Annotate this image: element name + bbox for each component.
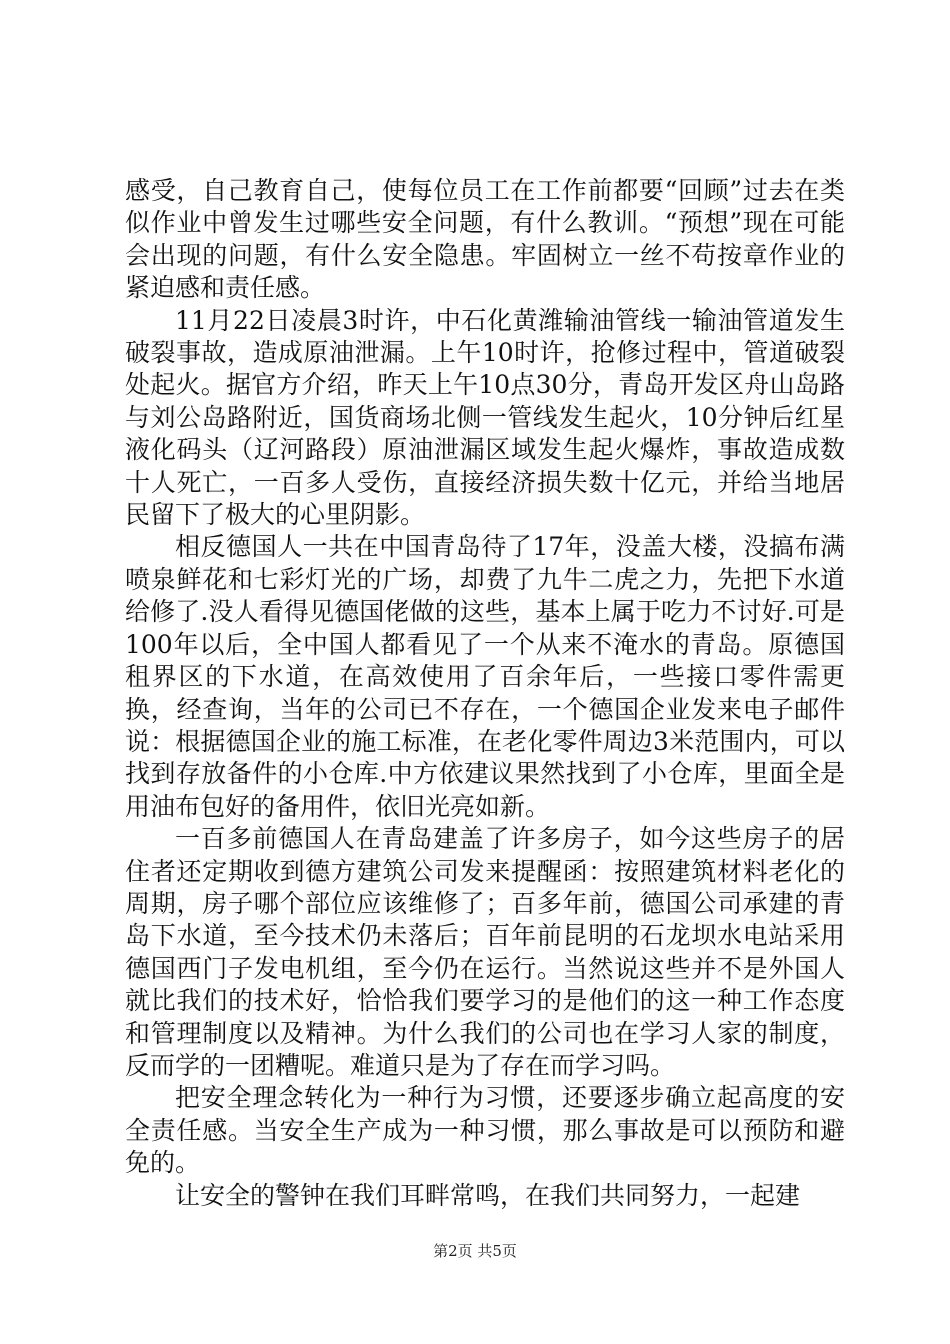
paragraph-3: 相反德国人一共在中国青岛待了17年，没盖大楼，没搞布满喷泉鲜花和七彩灯光的广场，却费了九牛二虎之力，先把下水道给修了.没人看得见德国佬做的这些，基本上属于吃力不讨好.可是100年以后，全中国人都看见了一个从来不淹水的青岛。原德国租界区的下水道，在高效使用了百余年后，一些接口零件需更换，经查询，当年的公司已不存在，一个德国企业发来电子邮件说：根据德国企业的施工标准，在老化零件周边3米范围内，可以找到存放备件的小仓库.中方依建议果然找到了小仓库，里面全是用油布包好的备用件，依旧光亮如新。 — [125, 532, 845, 821]
paragraph-2: 11月22日凌晨3时许，中石化黄潍输油管线一输油管道发生破裂事故，造成原油泄漏。上午10时许，抢修过程中，管道破裂处起火。据官方介绍，昨天上午10点30分，青岛开发区舟山岛路与刘公岛路附近，国货商场北侧一管线发生起火，10分钟后红星液化码头（辽河路段）原油泄漏区域发生起火爆炸，事故造成数十人死亡，一百多人受伤，直接经济损失数十亿元，并给当地居民留下了极大的心里阴影。 — [125, 305, 845, 530]
paragraph-1: 感受，自己教育自己，使每位员工在工作前都要“回顾”过去在类似作业中曾发生过哪些安全问题，有什么教训。“预想”现在可能会出现的问题，有什么安全隐患。牢固树立一丝不苟按章作业的紧迫感和责任感。 — [125, 176, 845, 303]
page-footer — [0, 1240, 950, 1261]
page-number-label: 第2页 共5页 — [433, 1242, 517, 1260]
paragraph-6: 让安全的警钟在我们耳畔常鸣，在我们共同努力，一起建 — [175, 1180, 801, 1210]
paragraph-4: 一百多前德国人在青岛建盖了许多房子，如今这些房子的居住者还定期收到德方建筑公司发来提醒函：按照建筑材料老化的周期，房子哪个部位应该维修了；百多年前，德国公司承建的青岛下水道，至今技术仍未落后；百年前昆明的石龙坝水电站采用德国西门子发电机组，至今仍在运行。当然说这些并不是外国人就比我们的技术好，恰恰我们要学习的是他们的这一种工作态度和管理制度以及精神。为什么我们的公司也在学习人家的制度，反而学的一团糟呢。难道只是为了存在而学习吗。 — [125, 824, 845, 1080]
paragraph-5: 把安全理念转化为一种行为习惯，还要逐步确立起高度的安全责任感。当安全生产成为一种习惯，那么事故是可以预防和避免的。 — [125, 1083, 845, 1178]
document-body — [125, 175, 845, 1212]
